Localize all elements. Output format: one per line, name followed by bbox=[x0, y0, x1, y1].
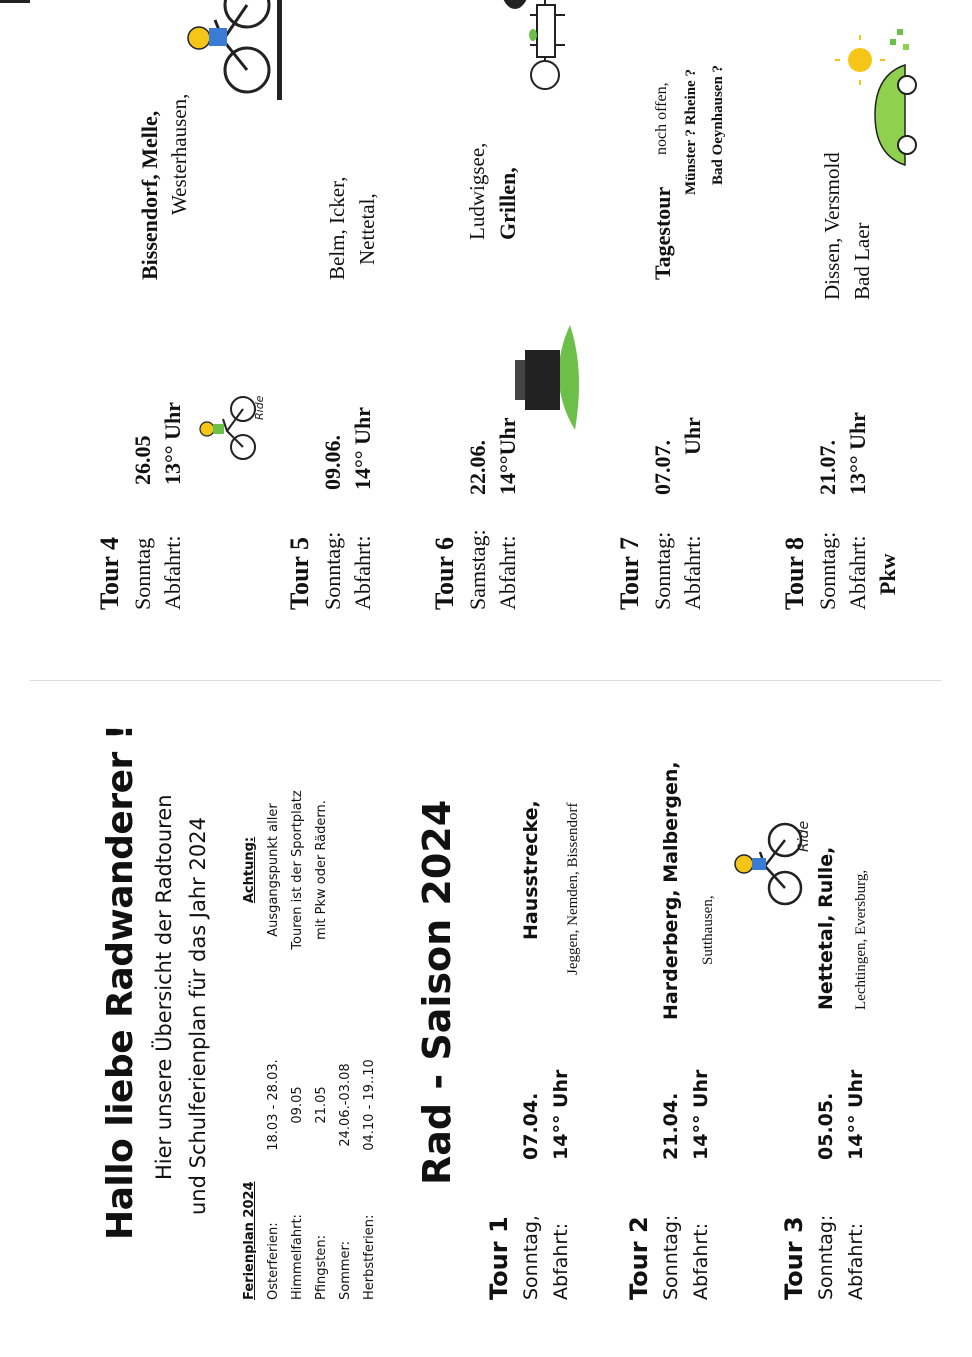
tour-1-route: Hausstrecke, bbox=[520, 800, 542, 940]
tour-7-route-note: noch offen, bbox=[653, 82, 670, 155]
holiday-dates-value: 04.10 - 19..10 bbox=[362, 1059, 377, 1151]
tour-3-date: 05.05. bbox=[815, 1092, 837, 1160]
cyclist-illustration bbox=[730, 810, 810, 910]
notice-box bbox=[238, 770, 334, 970]
intro-line-2: und Schulferienplan für das Jahr 2024 bbox=[186, 817, 210, 1215]
holiday-plan bbox=[238, 1181, 262, 1300]
tour-7-dep-label: Abfahrt: bbox=[680, 535, 705, 610]
tour-3-title: Tour 3 bbox=[780, 1216, 808, 1300]
tour-8-places: Bad Laer bbox=[850, 222, 874, 300]
tour-5-route: Belm, Icker, bbox=[325, 176, 349, 280]
ride-label: Ride bbox=[796, 820, 812, 852]
tour-4-time: 13°° Uhr bbox=[160, 402, 185, 485]
tour-2-day-label: Sonntag: bbox=[660, 1214, 682, 1300]
tour-4-route: Bissendorf, Melle, bbox=[137, 110, 162, 280]
holiday-label: Himmelfahrt: bbox=[290, 1214, 305, 1300]
holiday-dates bbox=[262, 1050, 382, 1160]
notice-title: Achtung: bbox=[242, 836, 257, 904]
tour-7-time: Uhr bbox=[680, 417, 705, 455]
grill-illustration bbox=[505, 320, 585, 440]
tour-4-title: Tour 4 bbox=[95, 537, 124, 610]
tour-8-title: Tour 8 bbox=[780, 537, 809, 610]
tour-6-date: 22.06. bbox=[465, 440, 490, 495]
tour-8-day-label: Sonntag: bbox=[815, 531, 840, 610]
grill-body bbox=[525, 350, 560, 410]
holiday-label: Herbstferien: bbox=[362, 1214, 377, 1300]
holiday-label: Pfingsten: bbox=[314, 1234, 329, 1300]
holiday-labels bbox=[262, 1214, 382, 1300]
tour-4-day-label: Sonntag bbox=[130, 537, 155, 610]
tour-4-dep-label: Abfahrt: bbox=[160, 535, 185, 610]
tour-2-route: Harderberg, Malbergen, bbox=[660, 761, 682, 1020]
tour-3-time: 14°° Uhr bbox=[845, 1069, 867, 1160]
flyer-panel-right bbox=[95, 40, 945, 660]
holiday-label: Sommer: bbox=[338, 1240, 353, 1300]
tour-7-date: 07.07. bbox=[650, 440, 675, 495]
tour-2-dep-label: Abfahrt: bbox=[690, 1222, 712, 1300]
tour-5-title: Tour 5 bbox=[285, 537, 314, 610]
tour-5-places: Nettetal, bbox=[355, 193, 379, 265]
tour-6-title: Tour 6 bbox=[430, 537, 459, 610]
notice-line-1: Ausgangspunkt aller bbox=[266, 803, 281, 937]
greeting: Hallo liebe Radwanderer ! bbox=[100, 724, 141, 1240]
ride-label-small: Ride bbox=[253, 395, 266, 420]
sun-icon bbox=[848, 48, 872, 72]
holiday-plan-title: Ferienplan 2024 bbox=[242, 1181, 257, 1300]
tour-5-time: 14°° Uhr bbox=[350, 407, 375, 490]
tour-8-route: Dissen, Versmold bbox=[820, 152, 844, 300]
tour-1-title: Tour 1 bbox=[485, 1216, 513, 1300]
grass-patch bbox=[559, 325, 579, 430]
tour-6-places: Grillen, bbox=[495, 167, 520, 240]
tour-1-date: 07.04. bbox=[520, 1092, 542, 1160]
holiday-dates-value: 09.05 bbox=[290, 1086, 305, 1124]
tour-6-route: Ludwigsee, bbox=[465, 142, 489, 240]
tour-7-title: Tour 7 bbox=[615, 537, 644, 610]
tour-2-date: 21.04. bbox=[660, 1092, 682, 1160]
intro-line-1: Hier unsere Übersicht der Radtouren bbox=[152, 794, 176, 1180]
tour-7-places-2: Bad Oeynhausen ? bbox=[710, 64, 726, 185]
holiday-dates-value: 21.05 bbox=[314, 1086, 329, 1124]
tour-5-day-label: Sonntag: bbox=[320, 531, 345, 610]
tour-3-route: Nettetal, Rulle, bbox=[815, 846, 837, 1010]
cyclist-shirt bbox=[752, 858, 766, 870]
bbq-chef-illustration bbox=[475, 0, 605, 105]
tour-4-places: Westerhausen, bbox=[167, 93, 191, 215]
tour-6-time: 14°°Uhr bbox=[495, 417, 520, 495]
holiday-dates-value: 18.03 - 28.03. bbox=[266, 1059, 281, 1151]
season-title: Rad - Saison 2024 bbox=[415, 799, 459, 1185]
top-edge-mark bbox=[0, 0, 30, 3]
fold-line bbox=[30, 680, 942, 681]
tour-7-day-label: Sonntag: bbox=[650, 531, 675, 610]
tour-1-day-label: Sonntag, bbox=[520, 1215, 542, 1300]
tour-1-dep-label: Abfahrt: bbox=[550, 1222, 572, 1300]
tour-6-dep-label: Abfahrt: bbox=[495, 535, 520, 610]
tour-1-time: 14°° Uhr bbox=[550, 1069, 572, 1160]
flyer-panel-left bbox=[90, 710, 940, 1310]
tour-1-places: Jeggen, Nemden, Bissendorf bbox=[565, 802, 581, 975]
tour-2-title: Tour 2 bbox=[625, 1216, 653, 1300]
tour-7-route: Tagestour bbox=[650, 186, 675, 280]
tour-5-dep-label: Abfahrt: bbox=[350, 535, 375, 610]
bbq-kettle bbox=[501, 0, 529, 9]
tour-5-date: 09.06. bbox=[320, 435, 345, 490]
holiday-dates-value: 24.06.-03.08 bbox=[338, 1063, 353, 1147]
tour-3-dep-label: Abfahrt: bbox=[845, 1222, 867, 1300]
tour-2-time: 14°° Uhr bbox=[690, 1069, 712, 1160]
tour-8-dep-label: Abfahrt: bbox=[845, 535, 870, 610]
tour-6-day-label: Samstag: bbox=[465, 529, 490, 610]
bike-wheel bbox=[225, 0, 269, 27]
car-sun-illustration bbox=[835, 25, 935, 175]
cyclist-head bbox=[735, 855, 753, 873]
tour-3-day-label: Sonntag: bbox=[815, 1214, 837, 1300]
tour-3-places: Lechtingen, Eversburg, bbox=[853, 869, 869, 1010]
tour-8-time: 13°° Uhr bbox=[845, 412, 870, 495]
rider-illustration bbox=[185, 0, 285, 100]
cyclist-small-illustration bbox=[195, 385, 265, 465]
notice-line-2: Touren ist der Sportplatz bbox=[290, 790, 305, 950]
tour-8-extra: Pkw bbox=[875, 553, 900, 595]
chef-head bbox=[531, 61, 559, 89]
tour-4-date: 26.05 bbox=[130, 435, 155, 485]
notice-line-3: mit Pkw oder Rädern. bbox=[314, 800, 329, 940]
holiday-label: Osterferien: bbox=[266, 1222, 281, 1300]
chef-apron bbox=[537, 5, 555, 57]
tour-2-places: Sutthausen, bbox=[700, 895, 716, 965]
tour-8-date: 21.07. bbox=[815, 440, 840, 495]
tour-7-places: Münster ? Rheine ? bbox=[683, 69, 699, 195]
